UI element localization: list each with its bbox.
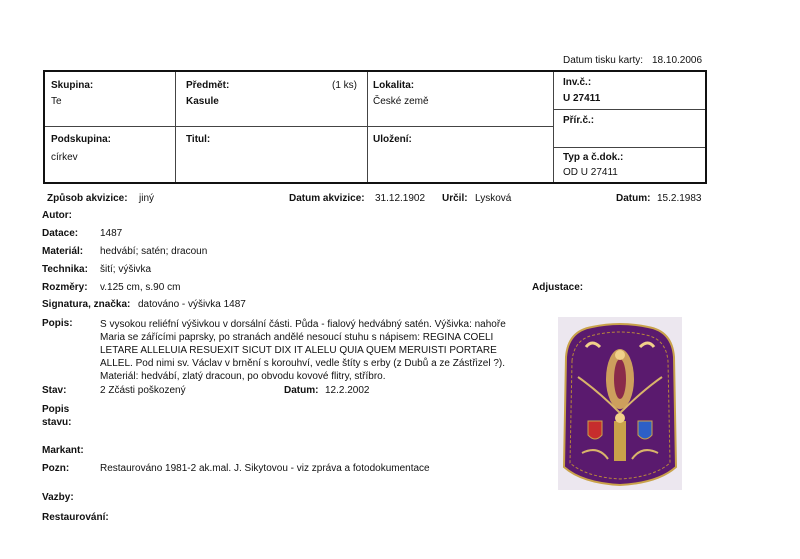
markant-label: Markant: xyxy=(42,445,84,456)
technika-value: šití; výšivka xyxy=(100,264,152,275)
chasuble-photo xyxy=(558,317,682,490)
datum-value: 15.2.1983 xyxy=(657,193,702,204)
zpusob-akvizice-label: Způsob akvizice: xyxy=(47,193,128,204)
material-label: Materiál: xyxy=(42,246,84,257)
popis-value: S vysokou reliéfní výšivkou v dorsální části. Půda - fialový hedvábný satén. Výšivka: nahoře Maria se zářícími paprsky, po stranách andělé nesoucí stuhu s nápisem: REGINA COELI LETARE ALLELUIA RESUEXIT SICUT DIX IT ALELU QUIA QUEM MERUISTI PORTARE ALLEL. Pod nimi sv. Václav v brnění s korouhví, vedle štíty s erby (z Dubů a ze Zástřizel ?). Materiál: hedvábí, zlatý dracoun, po obvodu kovové flitry, stříbro. xyxy=(100,319,506,382)
podskupina-label: Podskupina: xyxy=(51,134,112,145)
rozmery-label: Rozměry: xyxy=(42,282,88,293)
predmet-label: Předmět: xyxy=(186,80,230,91)
signatura-label: Signatura, značka: xyxy=(42,299,131,310)
titul-label: Titul: xyxy=(186,134,211,145)
print-date-value: 18.10.2006 xyxy=(652,55,703,66)
datum-label: Datum: xyxy=(616,193,651,204)
typ-value: OD U 27411 xyxy=(563,167,618,178)
datum-akvizice-value: 31.12.1902 xyxy=(375,193,426,204)
popis-stavu-label-2: stavu: xyxy=(42,417,72,428)
chasuble-image xyxy=(558,317,682,490)
inv-value: U 27411 xyxy=(563,93,601,104)
rozmery-value: v.125 cm, s.90 cm xyxy=(100,282,181,293)
material-value: hedvábí; satén; dracoun xyxy=(100,246,208,257)
adjustace-label: Adjustace: xyxy=(532,282,584,293)
header-divider xyxy=(45,126,553,127)
restaurovani-label: Restaurování: xyxy=(42,512,109,523)
stav-label: Stav: xyxy=(42,385,67,396)
typ-label: Typ a č.dok.: xyxy=(563,152,624,163)
print-date-label: Datum tisku karty: xyxy=(563,55,644,66)
signatura-value: datováno - výšivka 1487 xyxy=(138,299,246,310)
autor-label: Autor: xyxy=(42,210,72,221)
popis-stavu-label-1: Popis xyxy=(42,404,70,415)
podskupina-value: církev xyxy=(51,152,78,163)
inv-label: Inv.č.: xyxy=(563,77,592,88)
header-divider xyxy=(367,72,368,182)
technika-label: Technika: xyxy=(42,264,88,275)
predmet-count: (1 ks) xyxy=(332,80,357,91)
datum-akvizice-label: Datum akvizice: xyxy=(289,193,365,204)
pozn-label: Pozn: xyxy=(42,463,70,474)
ulozeni-label: Uložení: xyxy=(373,134,412,145)
predmet-value: Kasule xyxy=(186,96,219,107)
lokalita-value: České země xyxy=(373,96,429,107)
prir-label: Přír.č.: xyxy=(563,115,595,126)
pozn-value: Restaurováno 1981-2 ak.mal. J. Sikytovou - viz zpráva a fotodokumentace xyxy=(100,463,430,474)
popis-label: Popis: xyxy=(42,318,73,329)
skupina-value: Te xyxy=(51,96,62,107)
lokalita-label: Lokalita: xyxy=(373,80,415,91)
zpusob-akvizice-value: jiný xyxy=(139,193,155,204)
datace-label: Datace: xyxy=(42,228,79,239)
urcil-label: Určil: xyxy=(442,193,468,204)
stav-datum-label: Datum: xyxy=(284,385,319,396)
header-divider xyxy=(553,109,705,110)
datace-value: 1487 xyxy=(100,228,123,239)
header-divider xyxy=(553,147,705,148)
skupina-label: Skupina: xyxy=(51,80,94,91)
header-divider xyxy=(175,72,176,182)
stav-datum-value: 12.2.2002 xyxy=(325,385,370,396)
header-divider xyxy=(553,72,554,182)
urcil-value: Lysková xyxy=(475,193,512,204)
vazby-label: Vazby: xyxy=(42,492,74,503)
stav-value: 2 Zčásti poškozený xyxy=(100,385,186,396)
